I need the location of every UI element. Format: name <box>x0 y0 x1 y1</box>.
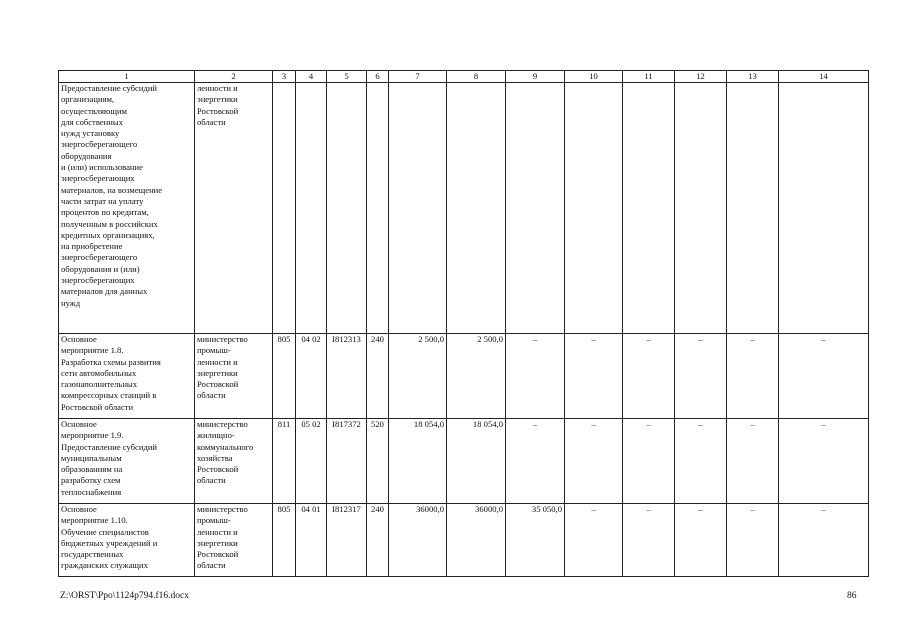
cell-rzpr <box>296 83 327 334</box>
cell-csr: I812317 <box>327 504 367 577</box>
cell-year-2: 35 050,0 <box>506 504 565 577</box>
cell-total: 2 500,0 <box>389 334 447 419</box>
cell-csr <box>327 83 367 334</box>
cell-year-1: 2 500,0 <box>447 334 506 419</box>
cell-year-6: – <box>727 419 779 504</box>
cell-year-5 <box>675 83 727 334</box>
cell-year-5: – <box>675 419 727 504</box>
cell-csr: I812313 <box>327 334 367 419</box>
cell-year-4: – <box>623 504 675 577</box>
cell-total: 36000,0 <box>389 504 447 577</box>
measure-description: Основное мероприятие 1.8. Разработка схемы развития сети автомобильных газонаполнительных компрессорных станций в Ростовской области <box>59 334 195 419</box>
header-cell-1: 1 <box>59 71 195 83</box>
cell-rzpr: 04 01 <box>296 504 327 577</box>
cell-year-4 <box>623 83 675 334</box>
cell-year-2: – <box>506 419 565 504</box>
header-cell-5: 5 <box>327 71 367 83</box>
cell-year-1: 36000,0 <box>447 504 506 577</box>
footer-file-path: Z:\ORST\Ppo\1124p794.f16.docx <box>60 591 189 601</box>
table-row <box>59 334 869 419</box>
header-cell-4: 4 <box>296 71 327 83</box>
page-number: 86 <box>847 591 857 601</box>
cell-vr: 240 <box>367 504 389 577</box>
cell-vr <box>367 83 389 334</box>
cell-year-5: – <box>675 504 727 577</box>
cell-grbs: 805 <box>273 504 296 577</box>
header-row <box>59 71 869 83</box>
measure-description: Предоставление субсидий организациям, осуществляющим для собственных нужд установку энергосберегающего оборудования и (или) использование энергосберегающих материалов, на возмещение части затрат на уплату процентов по кредитам, полученным в российских кредитных организациях, на приобретение энергосберегающего оборудования и (или) энергосберегающих материалов для данных нужд <box>59 83 195 334</box>
responsible-executor: министерство промыш- ленности и энергетики Ростовской области <box>195 334 273 419</box>
header-cell-3: 3 <box>273 71 296 83</box>
responsible-executor: министерство жилищно- коммунального хозяйства Ростовской области <box>195 419 273 504</box>
cell-year-3: – <box>565 334 623 419</box>
cell-year-7: – <box>779 334 869 419</box>
measure-description: Основное мероприятие 1.10. Обучение специалистов бюджетных учреждений и государственных гражданских служащих <box>59 504 195 577</box>
header-cell-10: 10 <box>565 71 623 83</box>
cell-grbs <box>273 83 296 334</box>
cell-csr: I817372 <box>327 419 367 504</box>
cell-year-5: – <box>675 334 727 419</box>
cell-year-4: – <box>623 419 675 504</box>
header-cell-11: 11 <box>623 71 675 83</box>
cell-grbs: 805 <box>273 334 296 419</box>
cell-year-3 <box>565 83 623 334</box>
cell-year-1: 18 054,0 <box>447 419 506 504</box>
cell-year-6: – <box>727 504 779 577</box>
cell-year-3: – <box>565 419 623 504</box>
header-cell-9: 9 <box>506 71 565 83</box>
header-cell-6: 6 <box>367 71 389 83</box>
cell-year-2: – <box>506 334 565 419</box>
cell-year-7: – <box>779 504 869 577</box>
cell-vr: 520 <box>367 419 389 504</box>
cell-year-2 <box>506 83 565 334</box>
cell-year-3: – <box>565 504 623 577</box>
cell-rzpr: 04 02 <box>296 334 327 419</box>
cell-grbs: 811 <box>273 419 296 504</box>
header-cell-7: 7 <box>389 71 447 83</box>
measure-description: Основное мероприятие 1.9. Предоставление субсидий муниципальным образованиям на разработку схем теплоснабжения <box>59 419 195 504</box>
cell-rzpr: 05 02 <box>296 419 327 504</box>
cell-year-6: – <box>727 334 779 419</box>
cell-year-1 <box>447 83 506 334</box>
responsible-executor: министерство промыш- ленности и энергетики Ростовской области <box>195 504 273 577</box>
table-row <box>59 419 869 504</box>
header-cell-8: 8 <box>447 71 506 83</box>
table-row <box>59 83 869 334</box>
cell-total: 18 054,0 <box>389 419 447 504</box>
cell-year-7: – <box>779 419 869 504</box>
header-cell-14: 14 <box>779 71 869 83</box>
header-cell-13: 13 <box>727 71 779 83</box>
cell-year-4: – <box>623 334 675 419</box>
table-row <box>59 504 869 577</box>
budget-table <box>58 70 869 577</box>
cell-year-6 <box>727 83 779 334</box>
header-cell-2: 2 <box>195 71 273 83</box>
header-cell-12: 12 <box>675 71 727 83</box>
cell-year-7 <box>779 83 869 334</box>
responsible-executor: ленности и энергетики Ростовской области <box>195 83 273 334</box>
cell-vr: 240 <box>367 334 389 419</box>
cell-total <box>389 83 447 334</box>
